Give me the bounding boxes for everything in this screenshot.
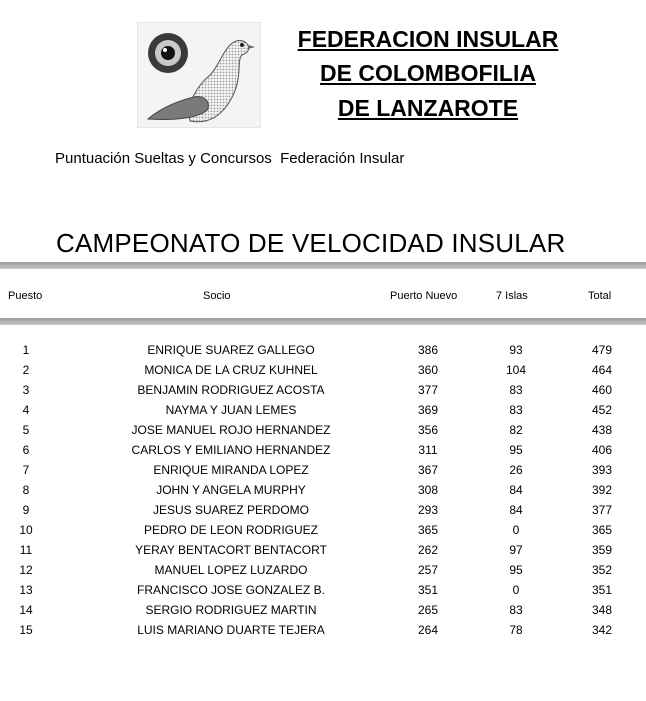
cell-total: 352: [591, 563, 613, 577]
championship-title: CAMPEONATO DE VELOCIDAD INSULAR: [56, 228, 566, 258]
table-row: [0, 420, 646, 440]
cell-puerto-nuevo: 351: [417, 583, 439, 597]
cell-socio: MONICA DE LA CRUZ KUHNEL: [144, 363, 318, 377]
cell-puerto-nuevo: 367: [417, 463, 439, 477]
table-row: [0, 600, 646, 620]
cell-socio: FRANCISCO JOSE GONZALEZ B.: [136, 583, 326, 597]
cell-total: 392: [591, 483, 613, 497]
header-puerto-nuevo: Puerto Nuevo: [390, 290, 458, 302]
cell-socio: JOSE MANUEL ROJO HERNANDEZ: [131, 423, 331, 437]
table-row: [0, 520, 646, 540]
cell-7-islas: 26: [509, 463, 523, 477]
cell-puesto: 3: [22, 383, 30, 397]
cell-total: 406: [591, 443, 613, 457]
table-row: [0, 540, 646, 560]
cell-7-islas: 82: [509, 423, 523, 437]
cell-puesto: 2: [22, 363, 30, 377]
cell-total: 479: [591, 343, 613, 357]
table-row: [0, 380, 646, 400]
federation-title-line-3: DE LANZAROTE: [337, 95, 519, 121]
cell-7-islas: 93: [509, 343, 523, 357]
cell-puerto-nuevo: 308: [417, 483, 439, 497]
cell-puerto-nuevo: 386: [417, 343, 439, 357]
table-row: [0, 360, 646, 380]
table-row: [0, 400, 646, 420]
cell-7-islas: 104: [505, 363, 527, 377]
cell-total: 342: [591, 623, 613, 637]
cell-7-islas: 84: [509, 483, 523, 497]
cell-puesto: 5: [22, 423, 30, 437]
header-bottom-divider: [0, 318, 646, 325]
cell-puesto: 14: [19, 603, 33, 617]
cell-total: 377: [591, 503, 613, 517]
cell-7-islas: 84: [509, 503, 523, 517]
cell-socio: PEDRO DE LEON RODRIGUEZ: [143, 523, 319, 537]
cell-puerto-nuevo: 360: [417, 363, 439, 377]
cell-puesto: 9: [22, 503, 30, 517]
cell-puesto: 10: [19, 523, 33, 537]
header-7-islas: 7 Islas: [496, 290, 528, 302]
cell-puerto-nuevo: 377: [417, 383, 439, 397]
header-puesto: Puesto: [8, 290, 43, 302]
cell-puerto-nuevo: 257: [417, 563, 439, 577]
table-row: [0, 560, 646, 580]
cell-socio: ENRIQUE MIRANDA LOPEZ: [153, 463, 309, 477]
table-row: [0, 620, 646, 640]
cell-7-islas: 0: [512, 583, 520, 597]
federation-title-line-1: FEDERACION INSULAR: [297, 26, 559, 52]
table-row: [0, 580, 646, 600]
results-table-body: [0, 340, 646, 640]
table-row: [0, 440, 646, 460]
cell-puerto-nuevo: 293: [417, 503, 439, 517]
header-socio: Socio: [203, 290, 231, 302]
cell-socio: YERAY BENTACORT BENTACORT: [135, 543, 327, 557]
federation-title-line-2: DE COLOMBOFILIA: [320, 60, 536, 86]
cell-socio: MANUEL LOPEZ LUZARDO: [154, 563, 308, 577]
cell-puesto: 13: [19, 583, 33, 597]
cell-puesto: 7: [22, 463, 30, 477]
table-row: [0, 480, 646, 500]
table-row: [0, 340, 646, 360]
table-row: [0, 460, 646, 480]
cell-puesto: 11: [19, 543, 33, 557]
cell-7-islas: 95: [509, 563, 523, 577]
cell-puesto: 6: [22, 443, 30, 457]
cell-socio: JOHN Y ANGELA MURPHY: [156, 483, 306, 497]
cell-total: 365: [591, 523, 613, 537]
pigeon-icon: [138, 23, 260, 127]
cell-7-islas: 83: [509, 403, 523, 417]
cell-puerto-nuevo: 262: [417, 543, 439, 557]
cell-puerto-nuevo: 356: [417, 423, 439, 437]
cell-puesto: 1: [22, 343, 30, 357]
cell-total: 438: [591, 423, 613, 437]
cell-total: 464: [591, 363, 613, 377]
cell-total: 452: [591, 403, 613, 417]
cell-socio: ENRIQUE SUAREZ GALLEGO: [147, 343, 315, 357]
cell-puesto: 4: [22, 403, 30, 417]
cell-socio: NAYMA Y JUAN LEMES: [165, 403, 297, 417]
cell-7-islas: 83: [509, 383, 523, 397]
cell-total: 393: [591, 463, 613, 477]
cell-total: 348: [591, 603, 613, 617]
table-row: [0, 500, 646, 520]
federation-logo: [137, 22, 261, 128]
cell-puerto-nuevo: 265: [417, 603, 439, 617]
cell-socio: SERGIO RODRIGUEZ MARTIN: [145, 603, 317, 617]
cell-puerto-nuevo: 369: [417, 403, 439, 417]
cell-puerto-nuevo: 264: [417, 623, 439, 637]
cell-7-islas: 78: [509, 623, 523, 637]
header-top-divider: [0, 262, 646, 269]
cell-socio: JESUS SUAREZ PERDOMO: [152, 503, 310, 517]
cell-total: 351: [591, 583, 613, 597]
cell-puesto: 8: [22, 483, 30, 497]
cell-puerto-nuevo: 365: [417, 523, 439, 537]
cell-7-islas: 97: [509, 543, 523, 557]
header-total: Total: [588, 290, 612, 302]
cell-puerto-nuevo: 311: [418, 443, 438, 457]
cell-7-islas: 95: [509, 443, 523, 457]
cell-puesto: 12: [19, 563, 33, 577]
cell-7-islas: 83: [509, 603, 523, 617]
cell-total: 359: [591, 543, 613, 557]
cell-socio: CARLOS Y EMILIANO HERNANDEZ: [131, 443, 331, 457]
subtitle: Puntuación Sueltas y Concursos Federación Insular: [55, 150, 405, 167]
cell-7-islas: 0: [512, 523, 520, 537]
cell-socio: LUIS MARIANO DUARTE TEJERA: [137, 623, 325, 637]
cell-puesto: 15: [19, 623, 33, 637]
cell-total: 460: [591, 383, 613, 397]
cell-socio: BENJAMIN RODRIGUEZ ACOSTA: [137, 383, 325, 397]
